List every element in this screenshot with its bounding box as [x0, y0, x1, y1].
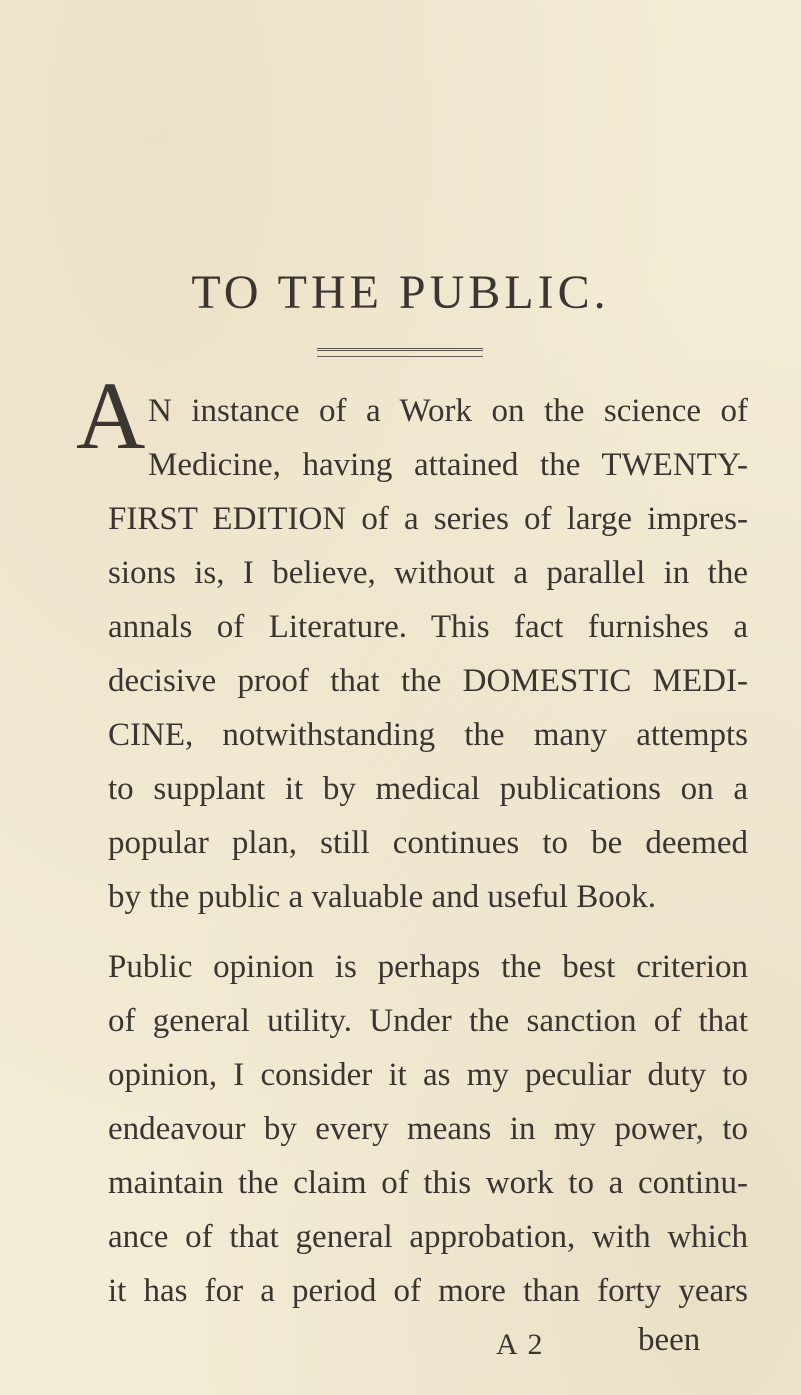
- drop-cap: A: [76, 362, 146, 469]
- paragraph-1-line: sions is, I believe, without a parallel in the: [108, 555, 748, 591]
- paragraph-2-line: endeavour by every means in my power, to: [108, 1111, 748, 1147]
- paragraph-1-line: to supplant it by medical publications on a: [108, 771, 748, 807]
- paragraph-2: [108, 940, 748, 1318]
- paragraph-2-line: Public opinion is perhaps the best criterion: [108, 949, 748, 985]
- signature-mark: A 2: [496, 1328, 545, 1361]
- paragraph-1-line: FIRST EDITION of a series of large impres-: [108, 501, 748, 537]
- paragraph-2-line: opinion, I consider it as my peculiar duty to: [108, 1057, 748, 1093]
- paragraph-2-line: maintain the claim of this work to a continu-: [108, 1165, 748, 1201]
- paragraph-1-line: N instance of a Work on the science of: [148, 393, 748, 429]
- paragraph-1-line: Medicine, having attained the TWENTY-: [148, 447, 748, 483]
- paragraph-1-line: annals of Literature. This fact furnishes a: [108, 609, 748, 645]
- paragraph-1-line: CINE, notwithstanding the many attempts: [108, 717, 748, 753]
- paragraph-2-line: ance of that general approbation, with which: [108, 1219, 748, 1255]
- catchword: been: [638, 1322, 701, 1358]
- paragraph-1-line: by the public a valuable and useful Book.: [108, 879, 657, 915]
- paragraph-1-line: decisive proof that the DOMESTIC MEDI-: [108, 663, 748, 699]
- title-rule-double: [317, 348, 483, 351]
- page-title: TO THE PUBLIC.: [191, 266, 610, 319]
- paragraph-2-line: it has for a period of more than forty years: [108, 1273, 748, 1309]
- paragraph-1-line: popular plan, still continues to be deemed: [108, 825, 748, 861]
- paragraph-1: [148, 384, 748, 492]
- paragraph-2-line: of general utility. Under the sanction of that: [108, 1003, 748, 1039]
- paragraph-1-cont: [108, 492, 748, 924]
- title-rule-single: [317, 356, 483, 357]
